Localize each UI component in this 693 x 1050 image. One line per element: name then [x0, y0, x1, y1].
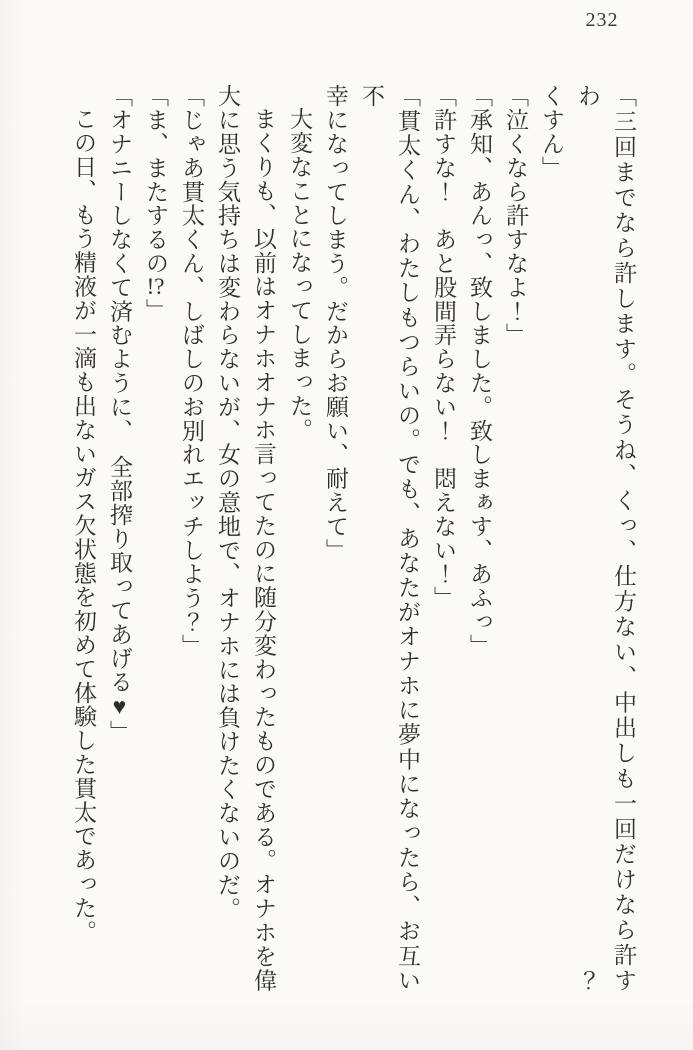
text-line: 幸になってしまう。だからお願い、耐えて」 [323, 84, 348, 562]
text-line: 「泣くなら許すなよ！」 [503, 84, 528, 347]
text-line: 「オナニーしなくて済むように、 全部搾り取ってあげる♥」 [107, 84, 132, 744]
text-line: 「ま、またするの!?」 [143, 84, 168, 323]
text-line: この日、もう精液が一滴も出ないガス欠状態を初めて体験した貫太であった。 [71, 107, 96, 944]
text-line: 「貫太くん、わたしもつらいの。でも、あなたがオナホに夢中になったら、お互い不 [359, 84, 420, 992]
text-line: くすん」 [539, 84, 564, 180]
text-line: 大変なことになってしまった。 [287, 107, 312, 442]
text-line: 「承知、あんっ、致しました。致しまぁす、あふっ」 [467, 84, 492, 658]
text-line: まくりも、以前はオナホオナホ言ってたのに随分変わったものである。オナホを偉 [251, 107, 276, 992]
tate-chu-yoko: !? [146, 275, 165, 299]
text-line: 「許すな！ あと股間弄らない！ 悶えない！」 [431, 84, 456, 610]
page-number: 232 [585, 9, 619, 31]
text-line: 「じゃあ貫太くん、しばしのお別れエッチしよう？」 [179, 84, 204, 658]
text-line: 「三回までなら許します。そうね、くっ、仕方ない、中出しも一回だけなら許すわ？ [575, 84, 636, 992]
text-line: 大に思う気持ちは変わらないが、女の意地で、オナホには負けたくないのだ。 [215, 84, 240, 921]
main-text [65, 84, 641, 992]
